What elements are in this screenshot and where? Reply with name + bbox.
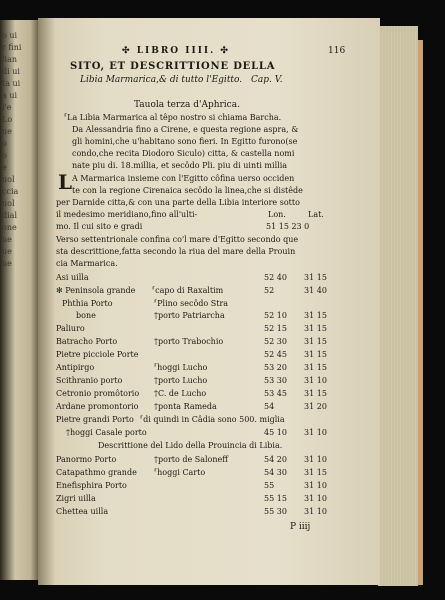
table-row-place: Phthia Porto bbox=[62, 299, 113, 308]
table-row-place: Chettea uilla bbox=[56, 507, 109, 516]
ornament-icon: ✣ bbox=[220, 46, 230, 56]
table-row-place: Asi uilla bbox=[56, 273, 89, 282]
table-row-lat: 31 10 bbox=[304, 428, 327, 437]
table-row-lat: 31 15 bbox=[304, 363, 327, 372]
table-row-lon: 55 bbox=[264, 481, 275, 490]
table-row-lon: 54 20 bbox=[264, 455, 287, 464]
table-row-place: Panormo Porto bbox=[56, 455, 117, 464]
running-header bbox=[122, 46, 230, 56]
table-row-lon: 52 15 bbox=[264, 324, 287, 333]
table-row-lat: 31 15 bbox=[304, 350, 327, 359]
lat-label: Lat. bbox=[308, 210, 324, 219]
table-row-place: Zigri uilla bbox=[56, 494, 96, 503]
left-fragment: ta ui bbox=[2, 79, 21, 88]
left-fragment: e bbox=[2, 163, 7, 172]
table-row-lat: 31 10 bbox=[304, 376, 327, 385]
table-row-lat: 31 15 bbox=[304, 468, 327, 477]
table-row-lat: 31 20 bbox=[304, 402, 327, 411]
table-row-lon: 53 20 bbox=[264, 363, 287, 372]
left-page-text bbox=[2, 30, 36, 270]
left-fragment: ue bbox=[2, 235, 12, 244]
left-fragment: ue bbox=[2, 259, 12, 268]
table-row-note: ⸢hoggi Carto bbox=[154, 468, 206, 477]
table-row-lon: 53 45 bbox=[264, 389, 287, 398]
table-row-lon: 52 40 bbox=[264, 273, 287, 282]
chapter-subtitle: Libia Marmarica,& di tutto l'Egitto. Cap. V. bbox=[80, 75, 283, 85]
paragraph-line: sta descrittione,fatta secondo la riua del mare della Prouin bbox=[56, 247, 296, 256]
table-row-lat: 31 15 bbox=[304, 337, 327, 346]
paragraph-line: il medesimo meridiano,fino all'ulti- bbox=[56, 210, 198, 219]
left-fragment: di ui bbox=[2, 67, 20, 76]
table-row-place: Pietre grandi Porto bbox=[56, 415, 134, 424]
left-fragment: dial bbox=[2, 211, 18, 220]
section-heading: Descrittione del Lido della Prouincia di Libia. bbox=[98, 441, 283, 450]
left-fragment: uol bbox=[2, 175, 15, 184]
table-row-note: †porto de Saloneff bbox=[154, 455, 228, 464]
table-row-lon: 53 30 bbox=[264, 376, 287, 385]
table-row-place: Antipirgo bbox=[56, 363, 95, 372]
signature-mark: P iiij bbox=[290, 522, 311, 532]
paragraph-line: mo. Il cui sito e gradi bbox=[56, 222, 143, 231]
table-row-lat: 31 15 bbox=[304, 324, 327, 333]
table-row-lon: 55 30 bbox=[264, 507, 287, 516]
table-row-lon: 45 10 bbox=[264, 428, 287, 437]
table-row-lat: 31 15 bbox=[304, 273, 327, 282]
table-row-lat: 31 10 bbox=[304, 481, 327, 490]
table-row-lon: 54 30 bbox=[264, 468, 287, 477]
left-fragment: ue bbox=[2, 127, 12, 136]
ornament-icon: ✣ bbox=[122, 46, 132, 56]
table-row-place: Paliuro bbox=[56, 324, 85, 333]
left-page-edge bbox=[0, 20, 38, 580]
table-row-lat: 31 40 bbox=[304, 286, 327, 295]
table-row-lat: 31 10 bbox=[304, 494, 327, 503]
intro-line: gli homini,che u'habitano sono fieri. In Egitto furono(se bbox=[72, 137, 298, 146]
drop-cap: L bbox=[58, 170, 73, 194]
left-fragment: o ui bbox=[2, 31, 18, 40]
table-row-note: ⸢di quindi in Câdia sono 500. miglia bbox=[140, 415, 285, 424]
table-row-place: Ardane promontorio bbox=[56, 402, 139, 411]
table-row-note: †porto Lucho bbox=[154, 376, 208, 385]
left-fragment: uol bbox=[2, 199, 15, 208]
table-row-lat: 31 10 bbox=[304, 507, 327, 516]
table-row-lon: 55 15 bbox=[264, 494, 287, 503]
left-fragment: r fini bbox=[2, 43, 22, 52]
intro-line: Da Alessandria fino a Cirene, e questa regione aspra, & bbox=[72, 125, 299, 134]
left-fragment: lian bbox=[2, 55, 18, 64]
running-title: LIBRO IIII. bbox=[136, 46, 216, 56]
left-fragment: l'e bbox=[2, 103, 12, 112]
table-row-place: Scithranio porto bbox=[56, 376, 123, 385]
table-row-lon: 52 30 bbox=[264, 337, 287, 346]
paragraph-line: A Marmarica insieme con l'Egitto côfina uerso occiden bbox=[72, 174, 295, 183]
table-row-note: ⸢Plino secôdo Stra bbox=[154, 299, 229, 308]
left-fragment: o bbox=[2, 151, 7, 160]
left-fragment: Lo bbox=[2, 115, 13, 124]
table-row-note: †C. de Lucho bbox=[154, 389, 207, 398]
lon-label: Lon. bbox=[268, 210, 286, 219]
table-row-place: Batracho Porto bbox=[56, 337, 118, 346]
lonlat-values: 51 15 23 0 bbox=[266, 222, 310, 231]
intro-line: condo,che recita Diodoro Siculo) citta, & castella nomi bbox=[72, 149, 295, 158]
left-fragment: o bbox=[2, 139, 7, 148]
table-row-place: Enefisphira Porto bbox=[56, 481, 127, 490]
page-stack-edge bbox=[378, 26, 418, 586]
table-row-place: ✻ Peninsola grande bbox=[56, 286, 136, 295]
table-row-note: †hoggi Casale porto bbox=[66, 428, 147, 437]
left-fragment: ue bbox=[2, 247, 12, 256]
paragraph-line: te con la regione Cirenaica secôdo la linea,che si distêde bbox=[72, 186, 303, 195]
table-row-note: ⸢hoggi Lucho bbox=[154, 363, 208, 372]
left-fragment: a ui bbox=[2, 91, 18, 100]
table-row-lon: 52 10 bbox=[264, 311, 287, 320]
table-row-lat: 31 10 bbox=[304, 455, 327, 464]
table-row-lat: 31 15 bbox=[304, 311, 327, 320]
left-fragment: one bbox=[2, 223, 17, 232]
intro-line: nate piu di. 18.millia, et secôdo Pli. piu di uinti millia bbox=[72, 161, 288, 170]
table-row-place: Pietre picciole Porte bbox=[56, 350, 139, 359]
paragraph-line: Verso settentrionale confina co'l mare d'Egitto secondo que bbox=[56, 235, 299, 244]
table-row-place: bone bbox=[76, 311, 96, 320]
table-row-place: Cetronio promôtorio bbox=[56, 389, 140, 398]
section-title: Tauola terza d'Aphrica. bbox=[134, 100, 240, 110]
page-number: 116 bbox=[328, 46, 346, 56]
paragraph-line: per Darnide citta,& con una parte della Libia interiore sotto bbox=[56, 198, 300, 207]
paragraph-line: cia Marmarica. bbox=[56, 259, 118, 268]
table-row-note: †porto Trabochio bbox=[154, 337, 224, 346]
table-row-note: †porto Patriarcha bbox=[154, 311, 225, 320]
table-row-note: ⸢capo di Raxaltim bbox=[152, 286, 224, 295]
table-row-lon: 52 bbox=[264, 286, 275, 295]
intro-line: ⸢La Libia Marmarica al têpo nostro si chiama Barcha. bbox=[64, 113, 282, 122]
table-row-lon: 54 bbox=[264, 402, 275, 411]
left-fragment: ccia bbox=[2, 187, 19, 196]
chapter-label: Cap. V. bbox=[251, 75, 283, 85]
table-row-note: †ponta Rameda bbox=[154, 402, 217, 411]
table-row-place: Catapathmo grande bbox=[56, 468, 137, 477]
table-row-lon: 52 45 bbox=[264, 350, 287, 359]
chapter-title: SITO, ET DESCRITTIONE DELLA bbox=[70, 61, 276, 72]
table-row-lat: 31 15 bbox=[304, 389, 327, 398]
